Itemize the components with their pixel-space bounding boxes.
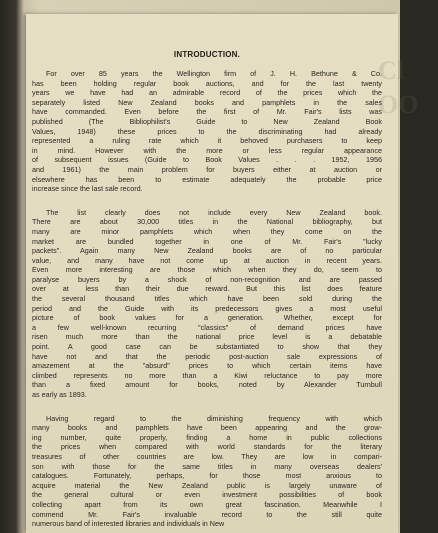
text-line: a few well-known recurring "classics" of demand prices have xyxy=(32,322,382,332)
page-content xyxy=(32,50,382,529)
text-line: elsewhere has been to estimate adequately the probable price xyxy=(32,174,382,184)
text-line: many books and pamphlets have been appearing and the grow- xyxy=(32,423,382,433)
text-line: acquire material the New Zealand public is largely unaware of xyxy=(32,480,382,490)
text-line: the prices when compared with world standards for the literary xyxy=(32,442,382,452)
text-line: treasures of other countries are low. They are low in compari- xyxy=(32,451,382,461)
text-line: in mind. However with the more or less regular appearance xyxy=(32,145,382,155)
text-line: have not and that the periodic post-auction sale expressions of xyxy=(32,351,382,361)
text-line: the several thousand titles which have been sold during the xyxy=(32,294,382,304)
text-line: many are minor pamphlets which when they come on the xyxy=(32,226,382,236)
text-line: Values, 1948) these prices to the discriminating had already xyxy=(32,126,382,136)
text-line: published (The Bibliophilist's Guide to New Zealand Book xyxy=(32,116,382,126)
text-line: son with those for the same titles in many overseas dealers' xyxy=(32,461,382,471)
text-line: risen much more than the national price level is a debatable xyxy=(32,332,382,342)
text-line: Having regard to the diminishing frequency with which xyxy=(46,413,382,423)
text-line: years we have had an admirable record of the prices which the xyxy=(32,88,382,98)
paragraph-1 xyxy=(32,69,382,194)
paragraph-3 xyxy=(32,414,382,529)
text-line: the general cultural or even investment possibilities of book xyxy=(32,490,382,500)
text-line: than a fixed amount for books, noted by Alexander Turnbull xyxy=(32,380,382,390)
text-line: market are bundled together in one of Mr. Fair's "lucky xyxy=(32,236,382,246)
text-line: amazement at the "absurd" prices to which certain items have xyxy=(32,361,382,371)
text-line: has been holding regular book auctions, and for the last twenty xyxy=(32,78,382,88)
text-line: collecting apart from its own great fascination. Meanwhile I xyxy=(32,499,382,509)
paragraph-2 xyxy=(32,208,382,400)
text-line: catalogues. Fortunately, perhaps, for those most anxious to xyxy=(32,471,382,481)
text-line: separately listed New Zealand books and pamphlets in the sales xyxy=(32,97,382,107)
text-line: ing number, quite properly, finding a home in public collections xyxy=(32,432,382,442)
text-line: paralyse buyers by a shock of non-recognition and are passed xyxy=(32,274,382,284)
body-text xyxy=(32,69,382,529)
text-line: commend Mr. Fair's invaluable record to the still quite xyxy=(32,509,382,519)
text-line: Even more interesting are those which when they do, seem to xyxy=(32,265,382,275)
text-line: represented a ruling rate which it behoved purchasers to keep xyxy=(32,136,382,146)
page-title: INTRODUCTION. xyxy=(173,50,241,59)
text-line: There are about 30,000 titles in the National bibliography, but xyxy=(32,217,382,227)
bleed-through-text: Cl OO xyxy=(378,56,419,119)
text-line: increase since the last sale record. xyxy=(32,184,143,194)
text-line: climbed represents no more than a Kiwi reluctance to pay more xyxy=(32,370,382,380)
text-line: over at less than their due reward. But this list does feature xyxy=(32,284,382,294)
text-line: have commanded. Even before the first of Mr. Fair's lists was xyxy=(32,107,382,117)
text-line: as early as 1893. xyxy=(32,390,87,399)
text-line: value, and many have not come up at auction in recent years. xyxy=(32,255,382,265)
text-line: of subsequent issues (Guide to Book Values . . . 1952, 1956 xyxy=(32,155,382,165)
text-line: The list clearly does not include every New Zealand book. xyxy=(46,207,382,217)
text-line: packets". Again many New Zealand books are of no particular xyxy=(32,246,382,256)
text-line: point. A good case can be substantiated to show that they xyxy=(32,342,382,352)
text-line: picture of book values for a generation. Whether, except for xyxy=(32,313,382,323)
text-line: numerous band of interested libraries and individuals in New xyxy=(32,519,225,529)
text-line: For over 85 years the Wellington firm of J. H. Bethune & Co. xyxy=(46,69,382,78)
text-line: period and the Guide with its predecessors gives a most useful xyxy=(32,303,382,313)
document-page xyxy=(26,14,419,533)
text-line: and 1961) the main problem for buyers either at auction or xyxy=(32,164,382,174)
